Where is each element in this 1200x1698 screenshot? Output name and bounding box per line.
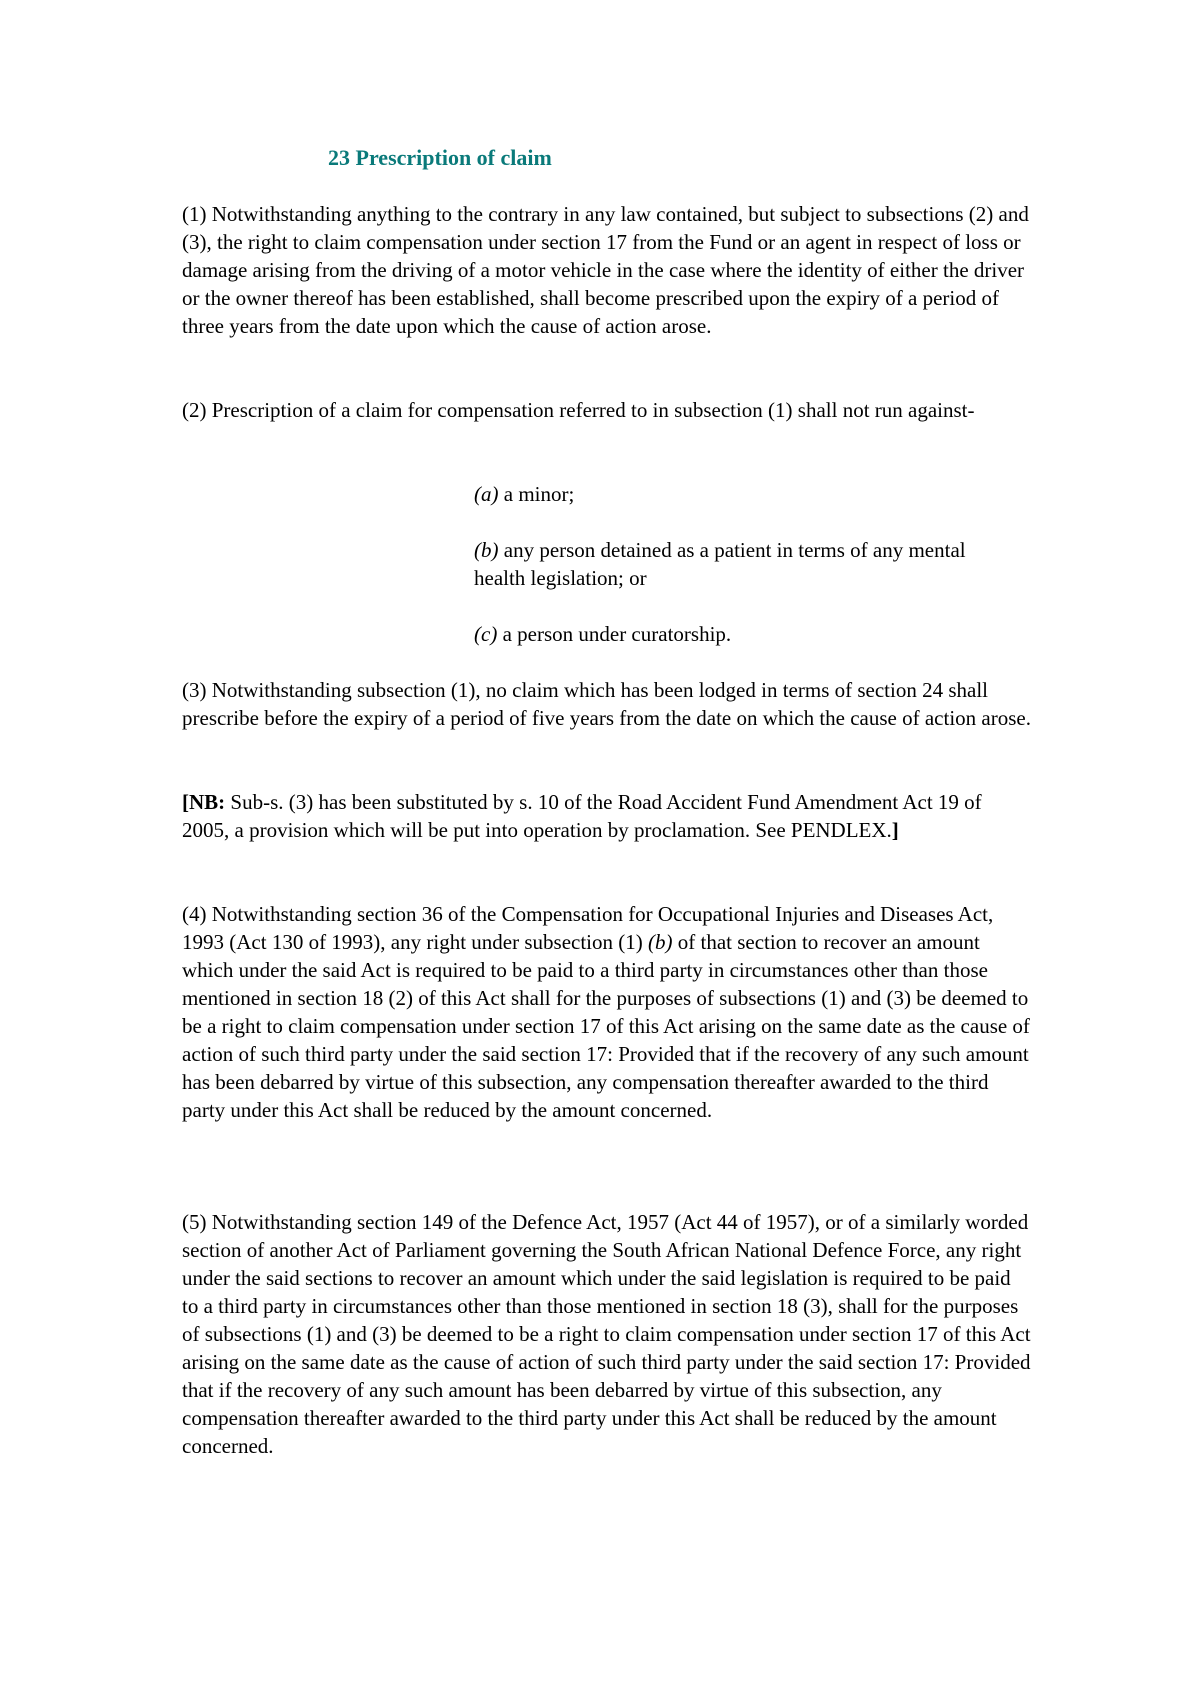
editorial-note	[182, 788, 1032, 844]
item-b-label: (b)	[474, 538, 499, 562]
subsection-1: (1) Notwithstanding anything to the contrary in any law contained, but subject to subsections (2) and (3), the right to claim compensation under section 17 from the Fund or an agent in respect of loss or damage arising from the driving of a motor vehicle in the case where the identity of either the driver or the owner thereof has been established, shall become prescribed upon the expiry of a period of three years from the date upon which the cause of action arose.	[182, 202, 1029, 338]
subsection-3: (3) Notwithstanding subsection (1), no claim which has been lodged in terms of section 24 shall prescribe before the expiry of a period of five years from the date on which the cause of action arose.	[182, 678, 1031, 730]
subsection-4	[182, 900, 1032, 1124]
nb-close: ]	[891, 818, 899, 842]
item-c-text: a person under curatorship.	[497, 622, 732, 646]
item-b-text: any person detained as a patient in terms of any mental health legislation; or	[474, 538, 966, 590]
item-a-text: a minor;	[498, 482, 575, 506]
nb-open: [NB:	[182, 790, 226, 814]
subsection-5: (5) Notwithstanding section 149 of the Defence Act, 1957 (Act 44 of 1957), or of a similarly worded section of another Act of Parliament governing the South African National Defence Force, any right under the said sections to recover an amount which under the said legislation is required to be paid to a third party in circumstances other than those mentioned in section 18 (3), shall for the purposes of subsections (1) and (3) be deemed to be a right to claim compensation under section 17 of this Act arising on the same date as the cause of action of such third party under the said section 17: Provided that if the recovery of any such amount has been debarred by virtue of this subsection, any compensation thereafter awarded to the third party under this Act shall be reduced by the amount concerned.	[182, 1210, 1031, 1458]
subsection-4-start: (4) Notwithstanding section 36 of the Compensation for Occupational Injuries and Diseases Act, 1993 (Act 130 of 1993), any right under subsection (1)	[182, 902, 994, 954]
subsection-4-italic: (b)	[648, 930, 673, 954]
item-c-label: (c)	[474, 622, 498, 646]
subsection-2: (2) Prescription of a claim for compensation referred to in subsection (1) shall not run against-	[182, 398, 975, 422]
nb-text: Sub-s. (3) has been substituted by s. 10 of the Road Accident Fund Amendment Act 19 of 2005, a provision which will be put into operation by proclamation. See PENDLEX.	[182, 790, 982, 842]
item-a-label: (a)	[474, 482, 499, 506]
subsection-4-end: of that section to recover an amount which under the said Act is required to be paid to a third party in circumstances other than those mentioned in section 18 (2) of this Act shall for the purposes of subsections (1) and (3) be deemed to be a right to claim compensation under section 17 of this Act arising on the same date as the cause of action of such third party under the said section 17: Provided that if the recovery of any such amount has been debarred by virtue of this subsection, any compensation thereafter awarded to the third party under this Act shall be reduced by the amount concerned.	[182, 930, 1030, 1122]
list-item-a	[474, 480, 994, 508]
list-item-c	[474, 620, 994, 648]
section-heading: 23 Prescription of claim	[328, 145, 552, 170]
list-item-b	[474, 536, 994, 592]
